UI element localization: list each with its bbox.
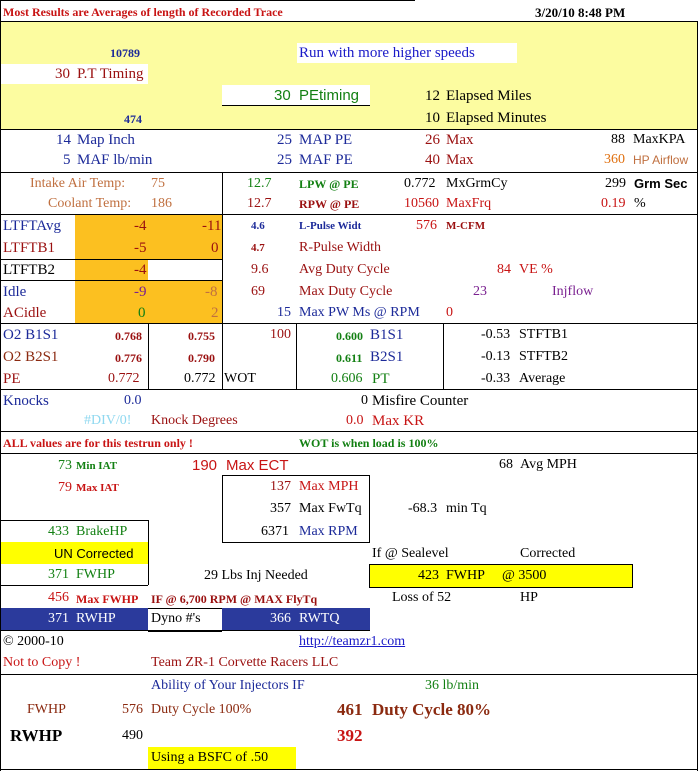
lpw-num: 12.7 [247,176,272,191]
stftb2-label: STFTB2 [519,349,569,364]
min-iat-label: Min IAT [76,460,118,472]
sealevel-label: If @ Sealevel [372,546,449,561]
maf-label: MAF lb/min [77,152,153,168]
ltftb1-label: LTFTB1 [3,240,55,256]
maxduty-label: Max Duty Cycle [299,284,393,299]
idle-label: Idle [3,284,27,300]
min-tq-label: min Tq [446,501,487,516]
lpw-label: LPW @ PE [299,177,359,191]
pe-value: 0.772 [108,371,140,386]
o2-b2s1-d: 0.611 [336,351,363,365]
duty80-num: 461 [337,700,363,719]
stftb2-num: -0.13 [481,349,511,364]
header-datetime: 3/20/10 8:48 PM [535,5,626,20]
mxgrmcy-num: 0.772 [404,176,436,191]
injector-ability-label: Ability of Your Injectors IF [151,678,305,693]
fwhp-label: FWHP [76,567,115,582]
footer-rwhp-label: RWHP [10,726,63,745]
rpw-label: RPW @ PE [299,197,360,211]
o2-b2s1-label: O2 B2S1 [3,349,59,365]
pt-label: PT [372,371,390,387]
max-fwtq-label: Max FwTq [299,501,362,516]
maxfrq-num: 10560 [404,196,439,211]
ve-label: VE % [519,262,553,277]
o2-b1s1-label: O2 B1S1 [3,327,59,343]
rwhp-label: RWHP [76,611,116,626]
not-to-copy: Not to Copy ! [3,655,81,670]
acidle-a: 0 [138,305,146,321]
div-error: #DIV/0! [84,413,132,428]
uncorrected-label: UN Corrected [54,546,134,561]
o2-b1s1-a: 0.768 [115,329,142,343]
maf-max-label: Max [446,152,474,168]
o2-b1s1-c: 100 [270,327,291,342]
pct-num: 0.19 [601,196,626,211]
max-mph-label: Max MPH [299,479,359,494]
o2-b2s1-a: 0.776 [115,351,142,365]
ltftb2-a: -4 [134,262,147,278]
iat-label: Intake Air Temp: [30,176,126,191]
copyright: © 2000-10 [3,634,64,649]
min-tq-num: -68.3 [408,501,438,516]
misfire-num: 0 [361,393,368,408]
corrected-label: Corrected [520,546,576,561]
map-max-label: Max [446,132,474,148]
ltftb1-b: 0 [211,240,219,256]
o2-b1s1-d: 0.600 [336,329,363,343]
bsfc-note: Using a BSFC of .50 [151,750,269,765]
sealevel-fwhp-num: 423 [418,568,439,583]
map-max-num: 26 [425,132,440,148]
elapsed-miles-num: 12 [425,88,440,104]
max-ect-num: 190 [192,457,218,474]
maxkpa-num: 88 [611,132,625,147]
elapsed-miles-label: Elapsed Miles [446,88,532,104]
avgduty-num: 9.6 [251,262,269,277]
avg-mph-label: Avg MPH [520,457,577,472]
wot-label: WOT [224,371,256,386]
ltftb2-white [148,259,222,280]
sealevel-fwhp-label: FWHP [446,568,485,583]
wot-note: WOT is when load is 100% [299,436,439,450]
rwtq-blue [222,608,370,630]
flytq-note: IF @ 6,700 RPM @ MAX FlyTq [151,592,318,606]
hp-airflow-num: 360 [604,152,625,167]
brakehp-label: BrakeHP [76,524,128,539]
maxpw-rpm: 0 [446,305,453,320]
pe-timing-num: 30 [274,87,291,104]
maxduty-num: 69 [251,284,265,299]
ltftavg-b: -11 [202,218,222,234]
map-inch-num: 14 [56,132,71,148]
hp-label: HP [520,590,538,605]
rwhp-100: 490 [122,728,143,743]
rwtq-label: RWTQ [299,611,340,626]
rwhp-num: 371 [48,611,69,626]
max-iat-num: 79 [58,480,72,495]
duty100-num: 576 [122,702,143,717]
map-pe-num: 25 [277,132,292,148]
rwtq-num: 366 [270,611,291,626]
maxfrq-label: MaxFrq [446,196,492,211]
team-name: Team ZR-1 Corvette Racers LLC [151,655,339,670]
average-num: -0.33 [481,371,511,386]
maxpw-label: Max PW Ms @ RPM [299,305,420,320]
wot-num: 0.772 [184,371,216,386]
fwhp-num: 371 [48,567,69,582]
duty100-label: Duty Cycle 100% [151,702,252,717]
avg-mph-num: 68 [499,457,513,472]
grmsec-label: Grm Sec [634,176,688,191]
ltftavg-a: -4 [134,218,147,234]
header-note: Most Results are Averages of length of Recorded Trace [3,5,283,19]
maxkr-label: Max KR [372,413,425,429]
misfire-label: Misfire Counter [372,393,469,409]
pct-label: % [634,196,646,211]
ltftb1-a: -5 [134,240,147,256]
rpulse-num: 4.7 [251,242,265,254]
dyno-label: Dyno #'s [151,611,201,626]
coolant-label: Coolant Temp: [48,196,132,211]
top-value-2: 474 [124,112,142,126]
rwhp-80: 392 [337,726,363,745]
knock-degrees-label: Knock Degrees [151,413,238,428]
pe-timing-label: PEtiming [299,87,360,104]
o2-b2s1-name: B2S1 [370,349,404,365]
mcfm-num: 576 [416,218,437,233]
map-pe-label: MAP PE [299,132,353,148]
map-inch-label: Map Inch [77,132,135,148]
lpulse-num: 4.6 [251,220,265,232]
hp-airflow-label: HP Airflow [633,153,689,167]
knocks-value: 0.0 [124,393,142,408]
mxgrmcy-label: MxGrmCy [446,176,508,191]
max-iat-label: Max IAT [76,482,119,494]
ve-num: 84 [497,262,511,277]
duty80-label: Duty Cycle 80% [372,700,491,719]
loss-label: Loss of 52 [392,590,452,605]
max-rpm-label: Max RPM [299,524,358,539]
elapsed-min-label: Elapsed Minutes [446,110,547,126]
o2-b1s1-name: B1S1 [370,327,404,343]
iat-value: 75 [151,176,165,191]
idle-b: -8 [205,284,218,300]
elapsed-min-num: 10 [425,110,440,126]
maf-num: 5 [63,152,71,168]
maf-pe-label: MAF PE [299,152,353,168]
teamzr1-link[interactable]: http://teamzr1.com [299,634,406,649]
sealevel-rpm: @ 3500 [502,568,547,583]
injector-lb-min: 36 lb/min [425,678,480,693]
acidle-label: ACidle [3,305,47,321]
knocks-label: Knocks [3,393,49,409]
maf-pe-num: 25 [277,152,292,168]
top-value-1: 10789 [110,46,140,60]
rpulse-label: R-Pulse Width [299,240,382,255]
average-label: Average [519,371,566,386]
ltftb2-label: LTFTB2 [3,262,55,278]
sealevel-yellow [369,564,633,588]
min-iat-num: 73 [58,458,72,473]
max-rpm-num: 6371 [261,524,289,539]
pe-label: PE [3,371,21,387]
pt-timing-num: 30 [55,66,70,82]
lpulse-label: L-Pulse Widt [299,220,362,232]
maxpw-num: 15 [277,305,291,320]
maxduty-value: 23 [473,284,487,299]
maxkr-num: 0.0 [346,413,364,428]
brakehp-num: 433 [48,524,69,539]
stftb1-label: STFTB1 [519,327,569,342]
coolant-value: 186 [151,196,172,211]
maxkpa-label: MaxKPA [633,132,686,147]
ltftavg-label: LTFTAvg [3,218,61,234]
max-ect-label: Max ECT [226,457,289,474]
max-fwtq-num: 357 [270,501,291,516]
footer-fwhp-label: FWHP [27,702,66,717]
idle-a: -9 [134,284,147,300]
max-fwhp-num: 456 [48,590,69,605]
rwhp-blue [0,608,148,630]
o2-b2s1-b: 0.790 [188,351,215,365]
maf-max-num: 40 [425,152,440,168]
acidle-b: 2 [211,305,219,321]
run-message: Run with more higher speeds [299,45,475,61]
max-mph-num: 137 [270,479,291,494]
grmsec-num: 299 [605,176,626,191]
avgduty-label: Avg Duty Cycle [299,262,390,277]
mcfm-label: M-CFM [446,220,486,232]
stftb1-num: -0.53 [481,327,511,342]
max-fwhp-label: Max FWHP [76,592,139,606]
all-values-note: ALL values are for this testrun only ! [3,436,193,450]
pt-num: 0.606 [331,371,363,386]
injflow-label: Injflow [552,284,594,299]
o2-b1s1-b: 0.755 [188,329,215,343]
rpw-num: 12.7 [247,196,272,211]
pt-timing-label: P.T Timing [77,66,144,82]
lbs-inj-needed: 29 Lbs Inj Needed [204,568,308,583]
